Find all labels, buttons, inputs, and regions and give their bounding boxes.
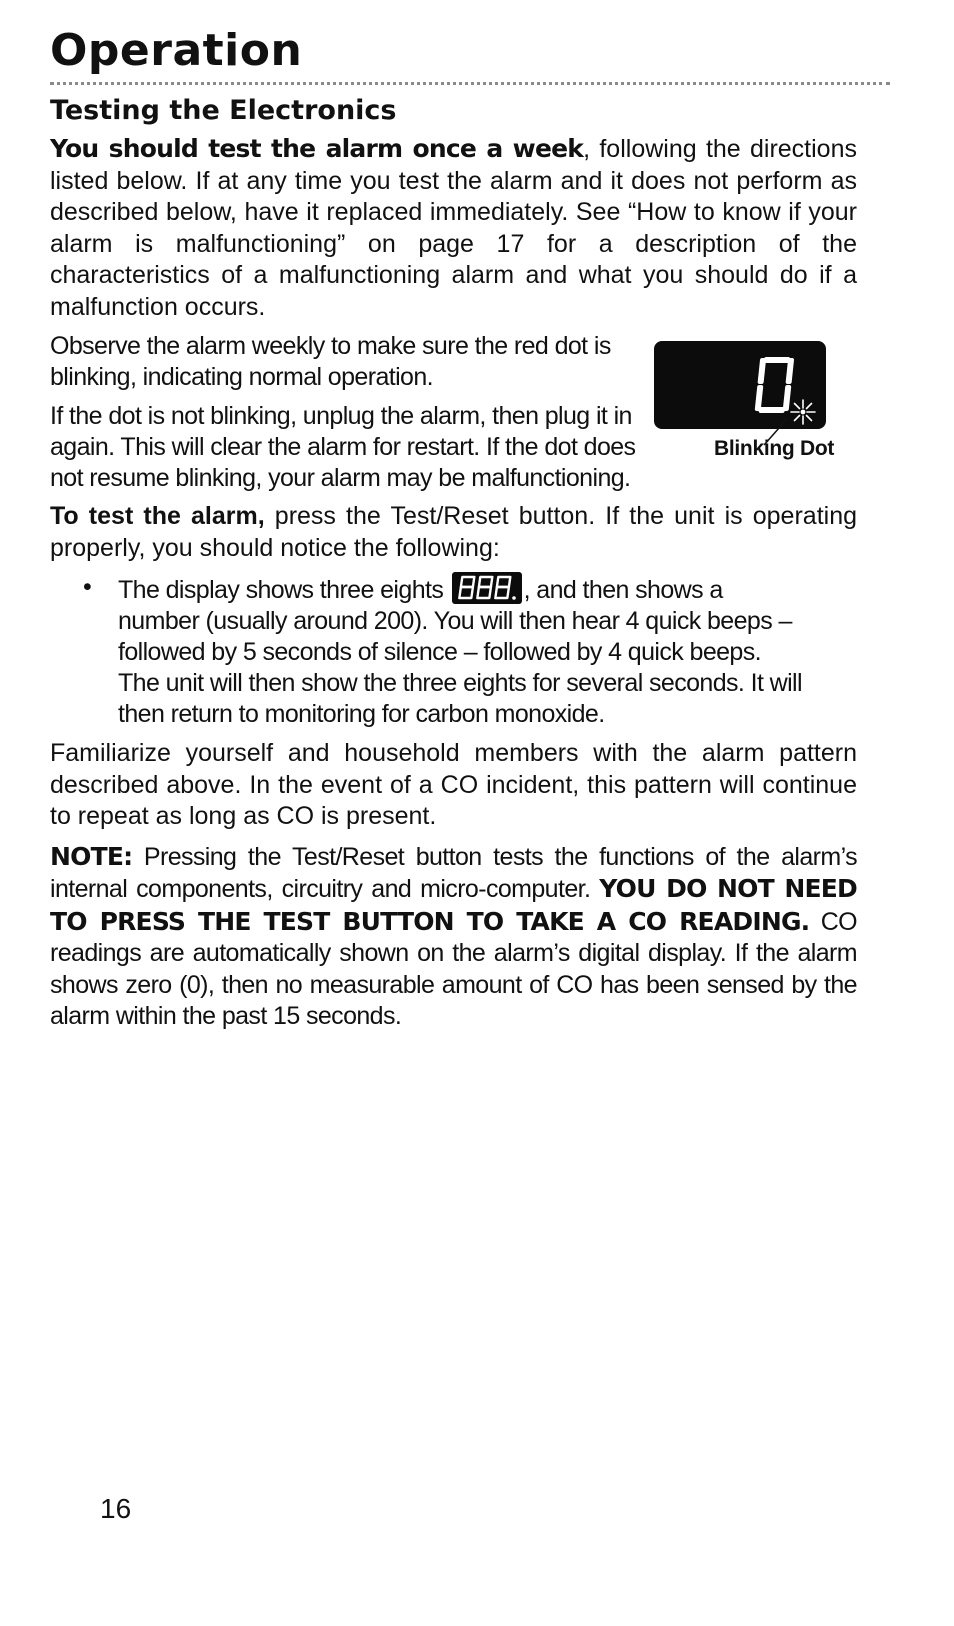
test-body: press the Test/Reset button. If the unit is operating properly, you should notice the following: — [50, 502, 857, 562]
intro-lead: You should test the alarm once a week — [50, 134, 584, 163]
note-body-1: Pressing the Test/Reset button tests the functions of the alarm’s internal components, circuitry and micro-computer. — [50, 842, 857, 903]
list-item — [50, 572, 808, 730]
dot-not-blinking-paragraph: If the dot is not blinking, unplug the alarm, then plug it in again. This will clear the alarm for restart. If the dot does not resume blinking, your alarm may be malfunctioning. — [50, 402, 636, 492]
note-emphasis: YOU DO NOT NEED TO PRESS THE TEST BUTTON TO TAKE A CO READING. — [50, 874, 857, 936]
familiarize-paragraph: Familiarize yourself and household members with the alarm pattern described above. In the event of a CO incident, this pattern will continue to repeat as long as CO is present. — [50, 739, 857, 830]
intro-paragraph — [50, 133, 857, 323]
note-paragraph — [50, 841, 857, 1033]
intro-body: , following the directions listed below. If at any time you test the alarm and it does not perform as described below, have it replaced immediately. See “How to know if your alarm is malfunctioning” on page 17 for a description of the characteristics of a malfunctioning alarm and what you should do if a malfunction occurs. — [50, 135, 857, 321]
note-label: NOTE: — [50, 841, 133, 871]
page-title: Operation — [50, 25, 303, 76]
figure-caption: Blinking Dot — [714, 437, 835, 460]
test-lead: To test the alarm, — [50, 502, 265, 530]
test-steps-list — [50, 572, 890, 730]
observe-paragraph: Observe the alarm weekly to make sure the red dot is blinking, indicating normal operation. — [50, 332, 611, 391]
callout-leader-line — [50, 331, 890, 487]
manual-page — [50, 22, 890, 1033]
bullet-marker: • — [83, 573, 92, 601]
three-eights-display-icon — [452, 572, 522, 604]
bullet-text-end: , and then shows a number (usually around 200). You will then hear 4 quick beeps – followed by 5 seconds of silence – followed by 4 quick beeps. The unit will then show the three eights for several seconds. It will then return to monitoring for carbon monoxide. — [118, 576, 802, 728]
bullet-text-start: The display shows three eights — [118, 576, 450, 604]
section-heading: Testing the Electronics — [50, 95, 397, 126]
test-paragraph — [50, 501, 857, 564]
observe-section — [50, 331, 890, 492]
dotted-divider — [50, 82, 890, 85]
page-number: 16 — [100, 1493, 132, 1524]
note-body-2: CO readings are automatically shown on the alarm’s digital display. If the alarm shows zero (0), then no measurable amount of CO has been sensed by the alarm within the past 15 seconds. — [50, 907, 857, 1030]
